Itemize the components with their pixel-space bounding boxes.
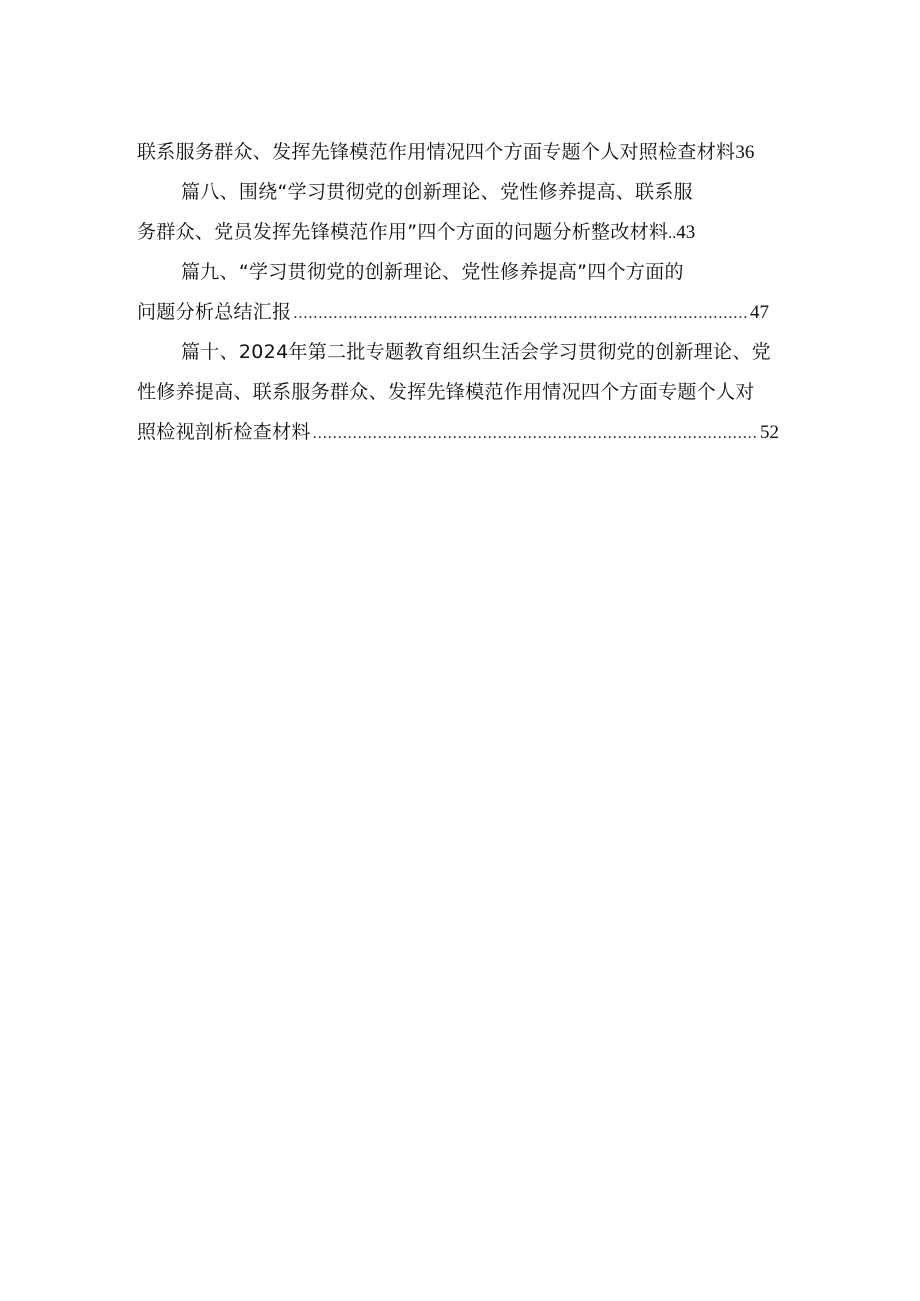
toc-dot-leader: .. (668, 225, 677, 242)
toc-line[interactable] (137, 372, 787, 412)
toc-entry-text: 联系服务群众、发挥先锋模范作用情况四个方面专题个人对照检查材料 (137, 141, 736, 163)
toc-page-number: 47 (750, 302, 769, 323)
toc-entry-text: 问题分析总结汇报 (137, 301, 292, 323)
toc-line[interactable] (137, 332, 787, 372)
toc-entry-text: 篇九、“学习贯彻党的创新理论、党性修养提高”四个方面的 (181, 261, 684, 283)
toc-line[interactable] (137, 292, 769, 332)
toc-page-number: 43 (676, 222, 696, 243)
table-of-contents (137, 132, 787, 452)
toc-page-number: 36 (735, 142, 755, 163)
toc-entry-text: 照检视剖析检查材料 (137, 421, 311, 443)
toc-entry-text: 务群众、党员发挥先锋模范作用”四个方面的问题分析整改材料 (137, 221, 669, 243)
toc-dot-leader (313, 414, 758, 452)
toc-line[interactable] (137, 252, 787, 292)
toc-entry-text: 篇八、围绕“学习贯彻党的创新理论、党性修养提高、联系服 (181, 181, 693, 203)
toc-entry-text: 篇十、2024年第二批专题教育组织生活会学习贯彻党的创新理论、党 (181, 341, 771, 363)
toc-line[interactable] (137, 412, 779, 452)
toc-line[interactable] (137, 132, 787, 172)
toc-entry-text: 性修养提高、联系服务群众、发挥先锋模范作用情况四个方面专题个人对 (137, 381, 755, 403)
toc-line[interactable] (137, 172, 787, 212)
toc-dot-leader (293, 294, 748, 332)
toc-page-number: 52 (760, 422, 779, 443)
toc-line[interactable] (137, 212, 787, 252)
